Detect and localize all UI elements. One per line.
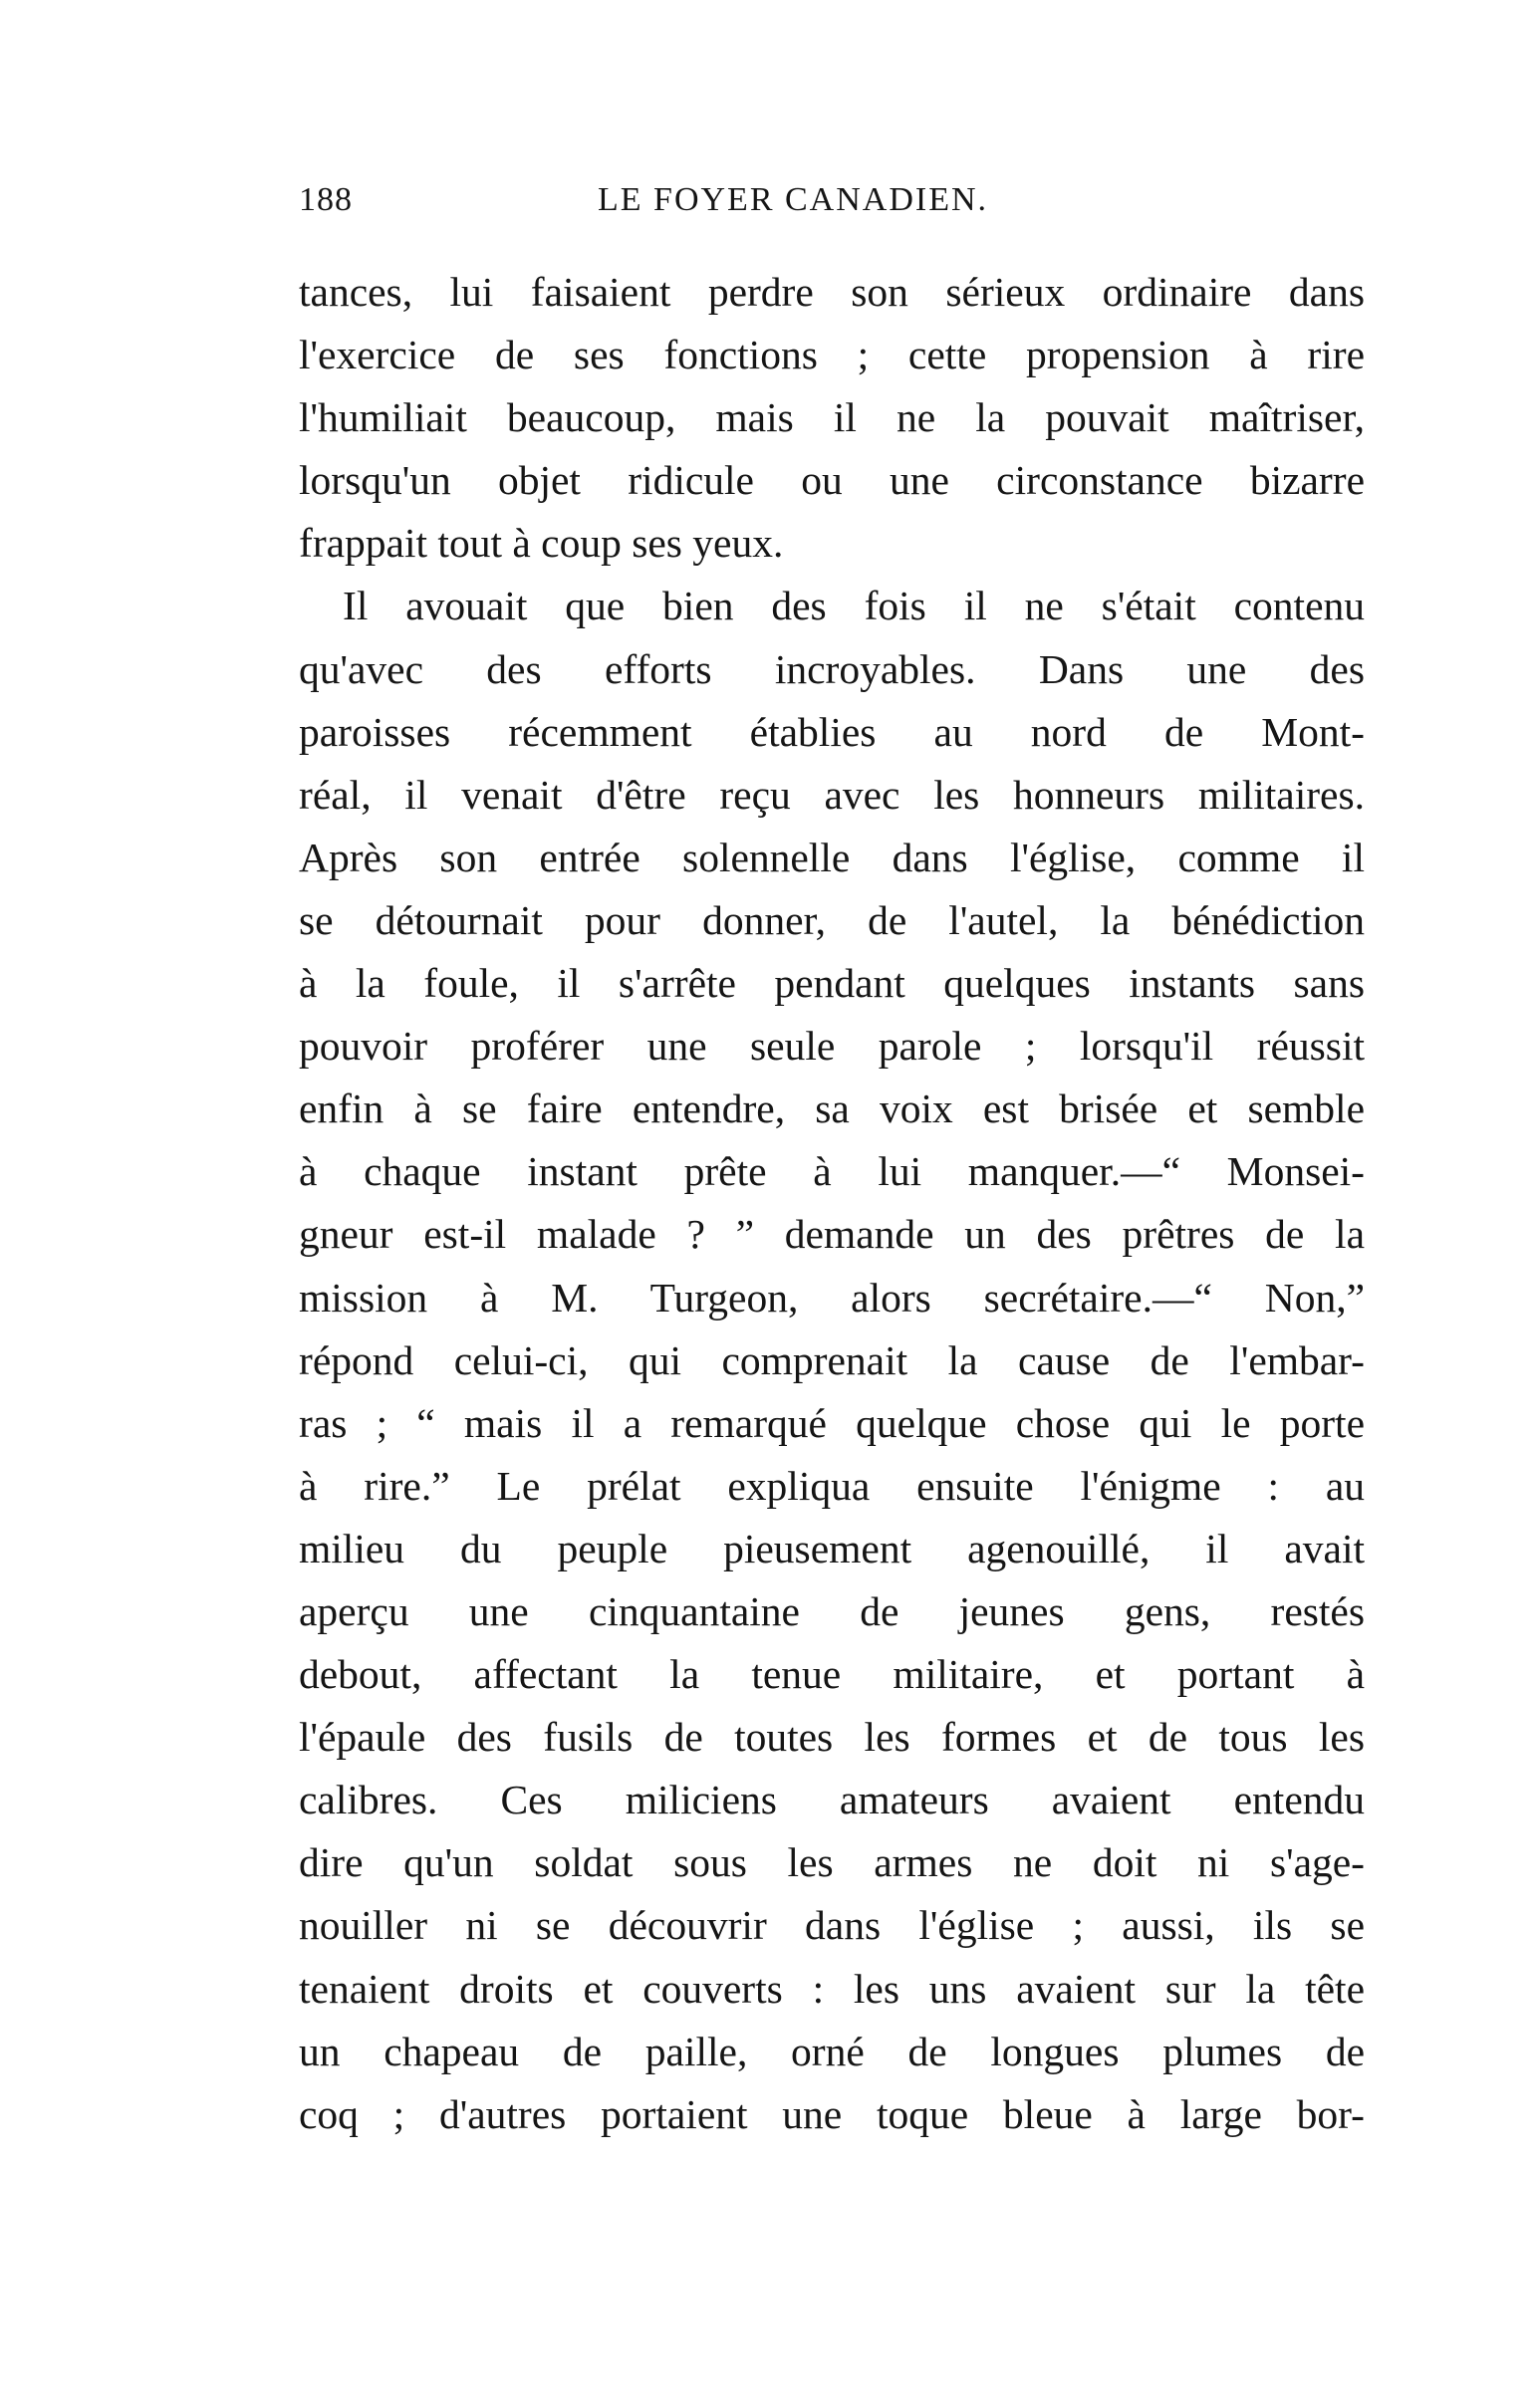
text-line: se détournait pour donner, de l'autel, la bénédiction bbox=[299, 896, 1365, 943]
text-line: l'épaule des fusils de toutes les formes et de tous les bbox=[299, 1714, 1365, 1761]
text-line: lorsqu'un objet ridicule ou une circonstance bizarre bbox=[299, 457, 1365, 504]
text-line: l'exercice de ses fonctions ; cette propension à rire bbox=[299, 332, 1365, 378]
text-line: répond celui-ci, qui comprenait la cause de l'embar- bbox=[299, 1336, 1365, 1383]
text-line: frappait tout à coup ses yeux. bbox=[299, 520, 784, 567]
text-line: debout, affectant la tenue militaire, et portant à bbox=[299, 1651, 1365, 1698]
text-line: Après son entrée solennelle dans l'église, comme il bbox=[299, 834, 1365, 880]
text-line: à chaque instant prête à lui manquer.—“ Monsei- bbox=[299, 1148, 1365, 1195]
text-line: aperçu une cinquantaine de jeunes gens, restés bbox=[299, 1587, 1365, 1634]
text-line: un chapeau de paille, orné de longues plumes de bbox=[299, 2028, 1365, 2074]
text-line: Il avouait que bien des fois il ne s'était contenu bbox=[343, 583, 1365, 629]
text-line: à rire.” Le prélat expliqua ensuite l'énigme : au bbox=[299, 1462, 1365, 1509]
text-line: qu'avec des efforts incroyables. Dans une des bbox=[299, 645, 1365, 692]
paragraph-2 bbox=[299, 575, 1365, 2145]
page-number: 188 bbox=[299, 181, 353, 218]
text-line: tenaient droits et couverts : les uns avaient sur la tête bbox=[299, 1965, 1365, 2012]
running-title: LE FOYER CANADIEN. bbox=[598, 181, 989, 218]
text-line: l'humiliait beaucoup, mais il ne la pouvait maîtriser, bbox=[299, 394, 1365, 441]
text-line: réal, il venait d'être reçu avec les honneurs militaires. bbox=[299, 771, 1365, 818]
text-line: coq ; d'autres portaient une toque bleue à large bor- bbox=[299, 2090, 1365, 2137]
paragraph-1 bbox=[299, 261, 1365, 575]
text-line: à la foule, il s'arrête pendant quelques instants sans bbox=[299, 960, 1365, 1007]
text-line: milieu du peuple pieusement agenouillé, il avait bbox=[299, 1525, 1365, 1571]
text-line: tances, lui faisaient perdre son sérieux ordinaire dans bbox=[299, 269, 1365, 315]
text-line: mission à M. Turgeon, alors secrétaire.—“ Non,” bbox=[299, 1274, 1365, 1321]
text-line: enfin à se faire entendre, sa voix est brisée et semble bbox=[299, 1085, 1365, 1132]
text-line: ras ; “ mais il a remarqué quelque chose qui le porte bbox=[299, 1399, 1365, 1446]
running-head bbox=[299, 181, 1365, 231]
text-line: dire qu'un soldat sous les armes ne doit ni s'age- bbox=[299, 1839, 1365, 1886]
text-line: gneur est-il malade ? ” demande un des prêtres de la bbox=[299, 1211, 1365, 1258]
text-line: pouvoir proférer une seule parole ; lorsqu'il réussit bbox=[299, 1023, 1365, 1070]
text-line: nouiller ni se découvrir dans l'église ; aussi, ils se bbox=[299, 1902, 1365, 1949]
text-line: calibres. Ces miliciens amateurs avaient entendu bbox=[299, 1777, 1365, 1823]
body-text bbox=[299, 261, 1365, 2146]
text-line: paroisses récemment établies au nord de Mont- bbox=[299, 708, 1365, 755]
